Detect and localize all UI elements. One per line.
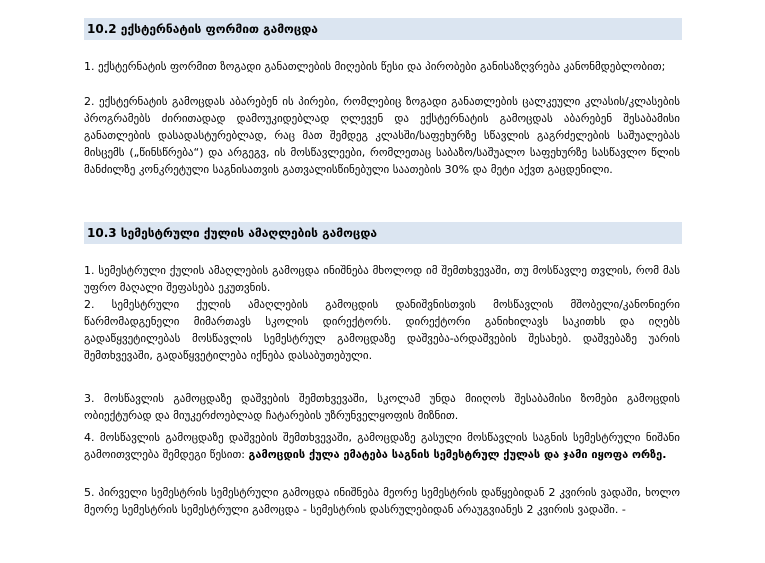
section-heading-10-2: 10.2 ექსტერნატის ფორმით გამოცდა [84,18,682,40]
section-heading-10-3: 10.3 სემესტრული ქულის ამაღლების გამოცდა [84,222,682,244]
paragraph-10-2-1: 1. ექსტერნატის ფორმით ზოგადი განათლების მიღების წესი და პირობები განისაზღვრება კანონმდებლობით; [84,60,666,73]
paragraph-10-3-4-text: 4. მოსწავლის გამოცდაზე დაშვების შემთხვევაში, გამოცდაზე გასული მოსწავლის საგნის სემესტრული ნიშანი გამოითვლება შემდეგი წესით: [84,431,680,461]
paragraph-10-3-4 [84,429,680,463]
paragraph-10-3-1: 1. სემესტრული ქულის ამაღლების გამოცდა ინიშნება მხოლოდ იმ შემთხვევაში, თუ მოსწავლე თვლის, რომ მას უფრო მაღალი შეფასება ეკუთვნის. [84,264,680,294]
paragraph-10-3-3: 3. მოსწავლის გამოცდაზე დაშვების შემთხვევაში, სკოლამ უნდა მიიღოს შესაბამისი ზომები გამოცდის ობიექტურად და მიუკერძოებლად ჩატარების უზრუნველყოფის მიზნით. [84,392,680,422]
paragraph-10-3-5: 5. პირველი სემესტრის სემესტრული გამოცდა ინიშნება მეორე სემესტრის დაწყებიდან 2 კვირის ვადაში, ხოლო მეორე სემესტრის სემესტრული გამოცდა - სემესტრის დასრულებიდან არაუგვიანეს 2 კვირის ვადაში. - [84,486,680,516]
paragraph-10-3-2: 2. სემესტრული ქულის ამაღლების გამოცდის დანიშვნისთვის მოსწავლის მშობელი/კანონიერი წარმომადგენელი მიმართავს სკოლის დირექტორს. დირექტორი განიხილავს საკითხს და იღებს გადაწყვეტილებას მოსწავლის სემესტრულ გამოცდაზე დაშვება-არდაშვების შესახებ. დაშვებაზე უარის შემთხვევაში, გადაწყვეტილება იქნება დასაბუთებული. [84,298,680,362]
paragraph-10-2-2: 2. ექსტერნატის გამოცდას აბარებენ ის პირები, რომლებიც ზოგადი განათლების ცალკეული კლასის/კლასების პროგრამებს ძირითადად დამოუკიდებლად ღლევენ და ექსტერნატის გამოცდას აბარებენ შესაბამისი განათლების დასადასტურებლად, რაც მათ შემდეგ კლასში/საფეხურზე სწავლის გაგრძელების საშუალებას მისცემს („წინსწრება“) და არგეგვ, ის მოსწავლეები, რომლეთაც საბაზო/საშუალო საფეხურზე სასწავლო წლის მანძილზე კონკრეტული საგნისათვის გათვალისწინებული საათების 30% და მეტი აქვთ გაცდენილი. [84,95,680,176]
paragraph-10-3-4-bold: გამოცდის ქულა ემატება საგნის სემესტრულ ქულას და ჯამი იყოფა ორზე. [248,448,667,461]
